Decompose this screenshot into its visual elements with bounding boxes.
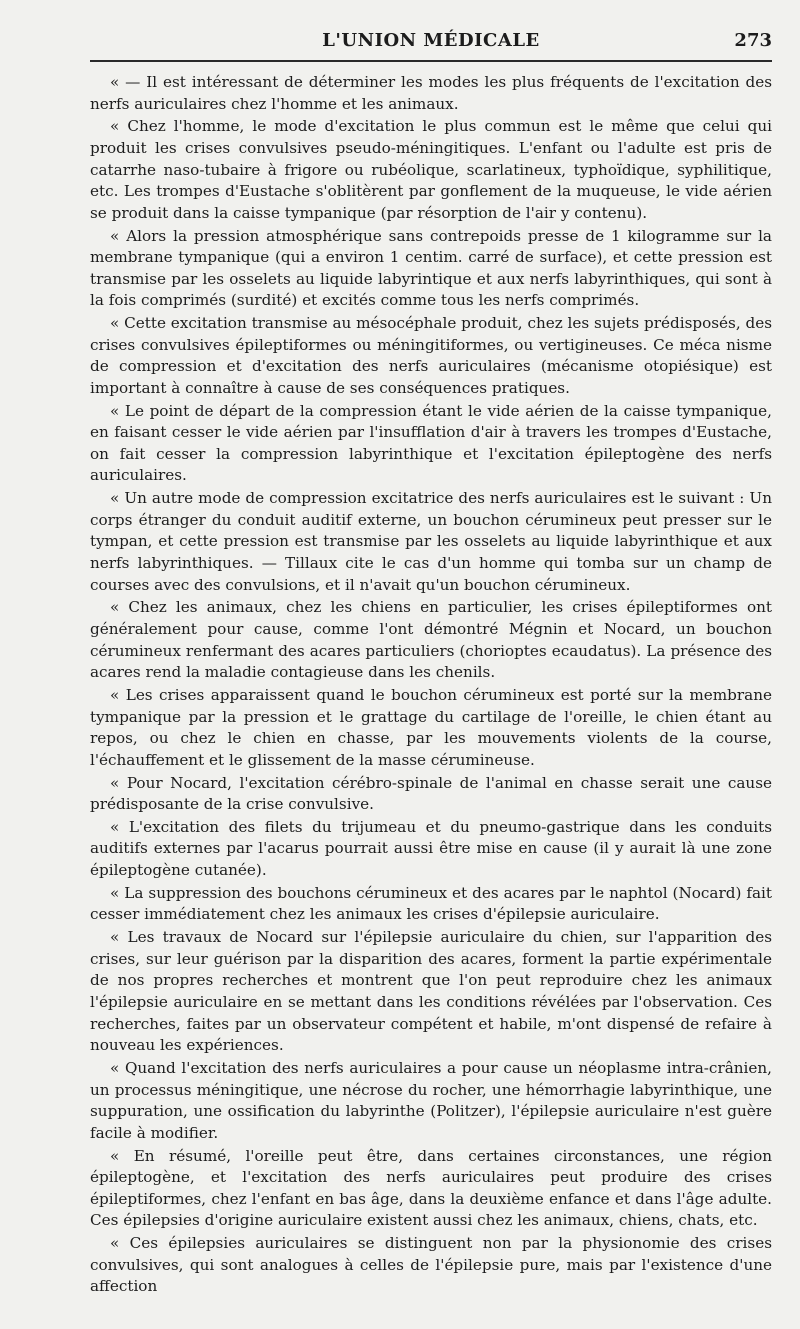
paragraph: « La suppression des bouchons cérumineux et des acares par le naphtol (Nocard) fait cesser immédiatement chez les animaux les crises d'épilepsie auriculaire. [90,883,772,924]
paragraph: « Quand l'excitation des nerfs auriculaires a pour cause un néoplasme intra-crânien, un processus méningitique, une nécrose du rocher, une hémorrhagie labyrinthique, une suppuration, une ossification du labyrinthe (Politzer), l'épilepsie auriculaire n'est guère facile à modifier. [90,1058,772,1142]
paragraph: « Le point de départ de la compression étant le vide aérien de la caisse tympanique, en faisant cesser le vide aérien par l'insufflation d'air à travers les trompes d'Eustache, on fait cesser la compression labyrinthique et l'excitation épileptogène des nerfs auriculaires. [90,401,772,485]
paragraph: « L'excitation des filets du trijumeau et du pneumo-gastrique dans les conduits auditifs externes par l'acarus pourrait aussi être mise en cause (il y aurait là une zone épileptogène cutanée). [90,817,772,880]
page-number: 273 [734,30,772,51]
paragraph: « — Il est intéressant de déterminer les modes les plus fréquents de l'excitation des nerfs auriculaires chez l'homme et les animaux. [90,73,772,113]
paragraph: « Cette excitation transmise au mésocéphale produit, chez les sujets prédisposés, des crises convulsives épileptiformes ou méningitiformes, ou vertigineuses. Ce méca nisme de compression et d'excitation des nerfs auriculaires (mécanisme otopiésique) est important à connaître à cause de ses conséquences pratiques. [90,314,772,397]
paragraph: « Pour Nocard, l'excitation cérébro-spinale de l'animal en chasse serait une cause prédisposante de la crise convulsive. [90,773,772,814]
paragraph: « Alors la pression atmosphérique sans contrepoids presse de 1 kilogramme sur la membrane tympanique (qui a environ 1 centim. carré de surface), et cette pression est transmise par les osselets au liquide labyrintique et aux nerfs labyrinthiques, qui sont à la fois comprimés (surdité) et excités comme tous les nerfs comprimés. [90,226,772,310]
paragraph: « Chez les animaux, chez les chiens en particulier, les crises épileptiformes ont généralement pour cause, comme l'ont démontré Mégnin et Nocard, un bouchon cérumineux renfermant des acares particuliers (chorioptes ecaudatus). La présence des acares rend la maladie contagieuse dans les chenils. [90,598,772,682]
paragraph: « En résumé, l'oreille peut être, dans certaines circonstances, une région épileptogène, et l'excitation des nerfs auriculaires peut produire des crises épileptiformes, chez l'enfant en bas âge, dans la deuxième enfance et dans l'âge adulte. Ces épilepsies d'origine auriculaire existent aussi chez les animaux, chiens, chats, etc. [90,1146,772,1230]
paragraph: « Chez l'homme, le mode d'excitation le plus commun est le même que celui qui produit les crises convulsives pseudo-méningitiques. L'enfant ou l'adulte est pris de catarrhe naso-tubaire à frigore ou rubéolique, scarlatineux, typhoïdique, syphilitique, etc. Les trompes d'Eustache s'oblitèrent par gonflement de la muqueuse, le vide aérien se produit dans la caisse tympanique (par résorption de l'air y contenu). [90,117,772,222]
page-header [90,28,772,58]
header-rule [90,60,772,62]
paragraph: « Les crises apparaissent quand le bouchon cérumineux est porté sur la membrane tympanique par la pression et le grattage du cartilage de l'oreille, le chien étant au repos, ou chez le chien en chasse, par les mouvements violents de la course, l'échauffement et le glissement de la masse cérumineuse. [90,685,772,769]
paragraph: « Les travaux de Nocard sur l'épilepsie auriculaire du chien, sur l'apparition des crises, sur leur guérison par la disparition des acares, forment la partie expérimentale de nos propres recherches et montrent que l'on peut reproduire chez les animaux l'épilepsie auriculaire en se mettant dans les conditions révélées par l'observation. Ces recherches, faites par un observateur compétent et habile, m'ont dispensé de refaire à nouveau les expériences. [90,928,772,1055]
journal-title: L'UNION MÉDICALE [322,30,540,51]
paragraph: « Un autre mode de compression excitatrice des nerfs auriculaires est le suivant : Un corps étranger du conduit auditif externe, un bouchon cérumineux peut presser sur le tympan, et cette pression est transmise par les osselets au liquide labyrinthique et aux nerfs labyrinthiques. — Tillaux cite le cas d'un homme qui tomba sur un champ de courses avec des convulsions, et il n'avait qu'un bouchon cérumineux. [90,489,772,594]
article-body [90,72,772,1299]
paragraph: « Ces épilepsies auriculaires se distinguent non par la physionomie des crises convulsives, qui sont analogues à celles de l'épilepsie pure, mais par l'existence d'une affection [90,1234,772,1296]
